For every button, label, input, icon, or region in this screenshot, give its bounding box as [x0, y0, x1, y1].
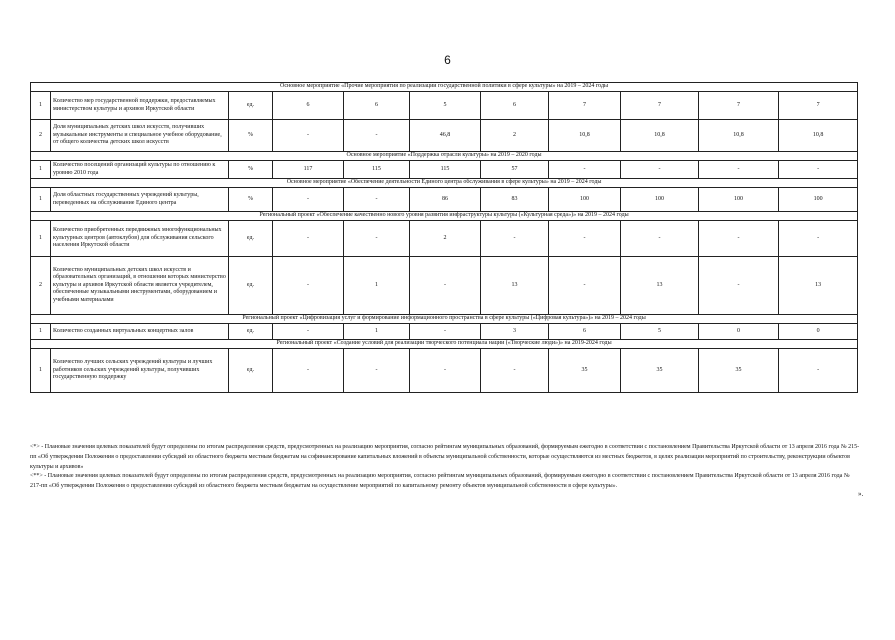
unit-cell: ед.	[229, 257, 273, 315]
value-cell: 0	[699, 324, 779, 340]
value-cell: 10,8	[549, 120, 621, 152]
value-cell: 1	[344, 324, 410, 340]
value-cell: -	[410, 257, 481, 315]
row-number: 1	[31, 92, 51, 120]
section-header-row	[31, 152, 858, 161]
value-cell: -	[344, 221, 410, 257]
indicator-name: Количество муниципальных детских школ искусств и образовательных организаций, в отношении которых министерство культуры и архивов Иркутской области является учредителем, обеспеченные музыкальными инструментами, оборудованием и учебными материалами	[51, 257, 229, 315]
value-cell: -	[779, 221, 858, 257]
section-title: Региональный проект «Цифровизация услуг и формирование информационного пространства в сфере культуры («Цифровая культура»)» на 2019 – 2024 годы	[31, 315, 858, 324]
value-cell: -	[621, 161, 699, 179]
value-cell: 100	[699, 188, 779, 212]
unit-cell: %	[229, 188, 273, 212]
indicators-table	[30, 82, 858, 393]
value-cell: 7	[549, 92, 621, 120]
indicator-row	[31, 120, 858, 152]
value-cell: 83	[481, 188, 549, 212]
row-number: 1	[31, 221, 51, 257]
unit-cell: ед.	[229, 349, 273, 393]
value-cell: -	[621, 221, 699, 257]
value-cell: 35	[549, 349, 621, 393]
value-cell: 13	[779, 257, 858, 315]
value-cell: 7	[699, 92, 779, 120]
value-cell: 57	[481, 161, 549, 179]
value-cell: 6	[344, 92, 410, 120]
indicator-name: Количество созданных виртуальных концертных залов	[51, 324, 229, 340]
section-header-row	[31, 212, 858, 221]
value-cell: -	[549, 257, 621, 315]
section-header-row	[31, 83, 858, 92]
value-cell: 7	[621, 92, 699, 120]
value-cell: -	[344, 120, 410, 152]
value-cell: 6	[273, 92, 344, 120]
indicator-row	[31, 188, 858, 212]
unit-cell: ед.	[229, 324, 273, 340]
value-cell: -	[273, 257, 344, 315]
value-cell: -	[549, 221, 621, 257]
indicator-name: Количество мер государственной поддержки, предоставляемых министерством культуры и архивов Иркутской области	[51, 92, 229, 120]
section-header-row	[31, 315, 858, 324]
unit-cell: ед.	[229, 92, 273, 120]
value-cell: -	[273, 324, 344, 340]
value-cell: 2	[481, 120, 549, 152]
value-cell: -	[699, 161, 779, 179]
value-cell: 35	[699, 349, 779, 393]
section-header-row	[31, 179, 858, 188]
row-number: 2	[31, 120, 51, 152]
indicator-row	[31, 92, 858, 120]
section-title: Основное мероприятие «Обеспечение деятельности Единого центра обслуживания в сфере культуры» на 2019 – 2024 годы	[31, 179, 858, 188]
footnote-double-star: <**> - Плановые значения целевых показателей будут определены по итогам распределения средств, предусмотренных на реализацию мероприятия, согласно рейтингам муниципальных образований, формируемым ежегодно в соответствии с постановлением Правительства Иркутской области от 13 апреля 2016 года № 217-пп «Об утверждении Положения о предоставлении субсидий из областного бюджета местным бюджетам на осуществление мероприятий по капитальному ремонту объектов муниципальной собственности в сфере культуры».	[30, 473, 850, 490]
section-title: Основное мероприятие «Поддержка отрасли культуры» на 2019 – 2020 годы	[31, 152, 858, 161]
value-cell: -	[410, 324, 481, 340]
footnotes	[30, 443, 860, 492]
value-cell: 5	[410, 92, 481, 120]
value-cell: -	[344, 349, 410, 393]
value-cell: 10,8	[699, 120, 779, 152]
indicator-name: Количество приобретенных передвижных многофункциональных культурных центров (автоклубов) для обслуживания сельского населения Иркутской области	[51, 221, 229, 257]
row-number: 1	[31, 188, 51, 212]
value-cell: -	[273, 349, 344, 393]
value-cell: -	[273, 221, 344, 257]
value-cell: -	[344, 188, 410, 212]
indicator-row	[31, 221, 858, 257]
value-cell: -	[779, 349, 858, 393]
value-cell: 100	[779, 188, 858, 212]
value-cell: 35	[621, 349, 699, 393]
unit-cell: %	[229, 120, 273, 152]
value-cell: 10,8	[779, 120, 858, 152]
value-cell: 100	[549, 188, 621, 212]
value-cell: -	[699, 221, 779, 257]
value-cell: -	[481, 349, 549, 393]
value-cell: -	[549, 161, 621, 179]
value-cell: 6	[549, 324, 621, 340]
indicator-name: Количество посещений организаций культуры по отношению к уровню 2010 года	[51, 161, 229, 179]
value-cell: 46,8	[410, 120, 481, 152]
row-number: 2	[31, 257, 51, 315]
row-number: 1	[31, 349, 51, 393]
value-cell: 3	[481, 324, 549, 340]
table-body	[31, 83, 858, 393]
value-cell: 117	[273, 161, 344, 179]
value-cell: -	[699, 257, 779, 315]
value-cell: 100	[621, 188, 699, 212]
value-cell: 13	[621, 257, 699, 315]
unit-cell: ед.	[229, 221, 273, 257]
value-cell: 5	[621, 324, 699, 340]
value-cell: 6	[481, 92, 549, 120]
row-number: 1	[31, 324, 51, 340]
indicator-name: Доля муниципальных детских школ искусств, получивших музыкальные инструменты и специальное учебное оборудование, от общего количества детских школ искусств	[51, 120, 229, 152]
value-cell: -	[481, 221, 549, 257]
indicator-row	[31, 349, 858, 393]
unit-cell: %	[229, 161, 273, 179]
section-header-row	[31, 340, 858, 349]
indicator-row	[31, 257, 858, 315]
value-cell: 115	[344, 161, 410, 179]
section-title: Региональный проект «Создание условий для реализации творческого потенциала нации («Творческие люди»)» на 2019-2024 годы	[31, 340, 858, 349]
footnote-single-star: <*> - Плановые значения целевых показателей будут определены по итогам распределения средств, предусмотренных на реализацию мероприятия, согласно рейтингам муниципальных образований, формируемым ежегодно в соответствии с постановлением Правительства Иркутской области от 13 апреля 2016 года № 215-пп «Об утверждении Положения о предоставлении субсидий из областного бюджета местным бюджетам на софинансирование капитальных вложений в объекты муниципальной собственности, которые осуществляются из местных бюджетов, в целях реализации мероприятий по строительству, реконструкции объектов культуры и архивов»	[30, 444, 860, 470]
value-cell: 10,8	[621, 120, 699, 152]
value-cell: 2	[410, 221, 481, 257]
value-cell: 115	[410, 161, 481, 179]
value-cell: 1	[344, 257, 410, 315]
row-number: 1	[31, 161, 51, 179]
indicator-name: Доля областных государственных учреждений культуры, переведенных на обслуживание Единого центра	[51, 188, 229, 212]
closing-quote-mark: ».	[858, 490, 864, 498]
indicator-name: Количество лучших сельских учреждений культуры и лучших работников сельских учреждений культуры, получивших государственную поддержку	[51, 349, 229, 393]
value-cell: 7	[779, 92, 858, 120]
page-number: 6	[444, 53, 451, 67]
value-cell: -	[273, 188, 344, 212]
value-cell: -	[779, 161, 858, 179]
value-cell: 86	[410, 188, 481, 212]
section-title: Основное мероприятие «Прочие мероприятия по реализации государственной политики в сфере культуры» на 2019 – 2024 годы	[31, 83, 858, 92]
section-title: Региональный проект «Обеспечение качественно нового уровня развития инфраструктуры культуры («Культурная среда»)» на 2019 – 2024 годы	[31, 212, 858, 221]
indicator-row	[31, 324, 858, 340]
value-cell: 13	[481, 257, 549, 315]
indicator-row	[31, 161, 858, 179]
value-cell: -	[410, 349, 481, 393]
value-cell: 0	[779, 324, 858, 340]
value-cell: -	[273, 120, 344, 152]
